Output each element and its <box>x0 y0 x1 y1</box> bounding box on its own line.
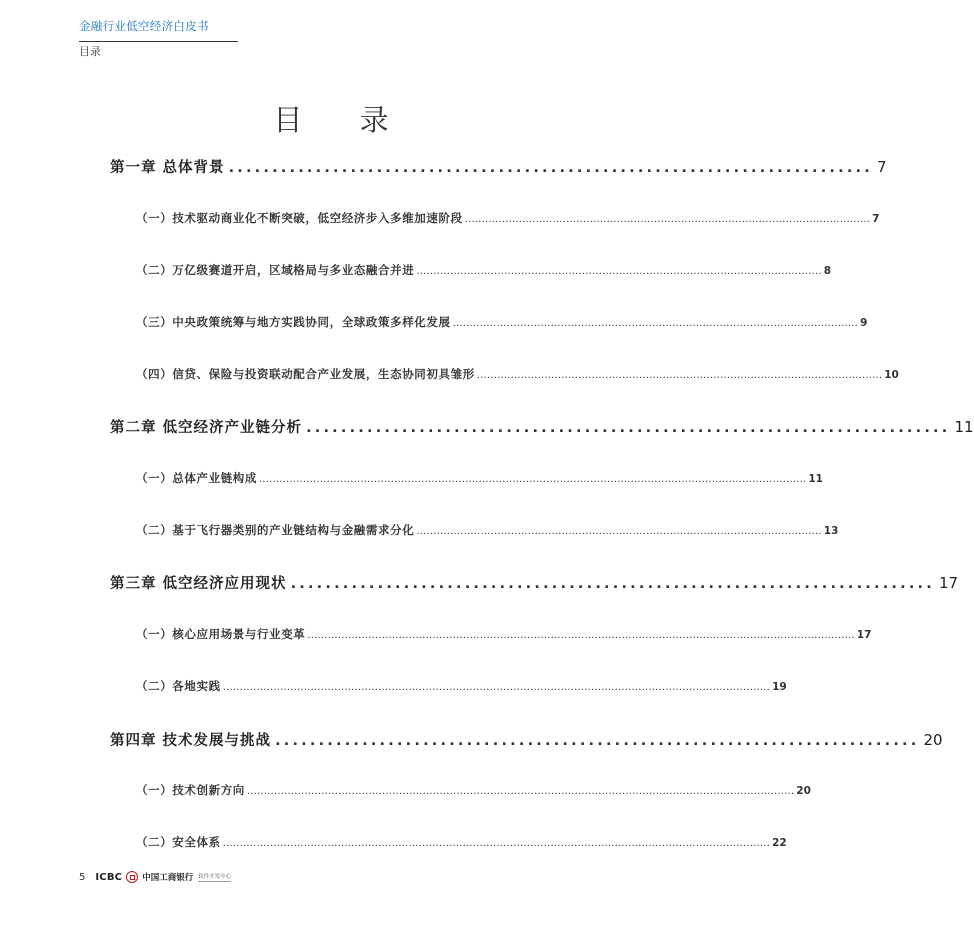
toc-entry-label: （二）万亿级赛道开启，区域格局与多业态融合并进 <box>136 263 415 277</box>
toc-section-4-1[interactable] <box>136 782 811 798</box>
toc-leader-dots: ........................................................................................................................ <box>452 318 859 329</box>
toc-section-3-1[interactable] <box>136 626 872 642</box>
toc-heading: 目 录 <box>273 103 413 137</box>
toc-leader-dots: .................................................................................................................................................................. <box>307 630 855 641</box>
toc-chapter-1[interactable] <box>110 156 887 177</box>
toc-page-number: 7 <box>876 158 887 176</box>
toc-leader-dots: ........................................................................................................................ <box>416 266 822 277</box>
icbc-logo-icon <box>126 871 138 883</box>
toc-page-number: 9 <box>860 317 868 329</box>
toc-section-3-2[interactable] <box>136 678 787 694</box>
section-name: 目录 <box>79 45 101 58</box>
toc-leader-dots: .......................................................................... <box>290 576 935 592</box>
toc-section-1-3[interactable] <box>136 314 868 330</box>
page-number: 5 <box>79 871 86 883</box>
toc-leader-dots: ........................................................................................................................ <box>416 526 822 537</box>
toc-entry-label: （一）核心应用场景与行业变革 <box>136 627 306 641</box>
toc-page-number: 17 <box>938 574 959 592</box>
toc-entry-label: （三）中央政策统筹与地方实践协同，全球政策多样化发展 <box>136 315 451 329</box>
toc-entry-label: （二）各地实践 <box>136 679 221 693</box>
brand-wordmark: ICBC <box>95 871 123 883</box>
toc-section-2-2[interactable] <box>136 522 839 538</box>
toc-section-4-2[interactable] <box>136 834 787 850</box>
toc-entry-label: 第一章 总体背景 <box>110 160 225 176</box>
toc-entry-label: （一）技术创新方向 <box>136 783 245 797</box>
toc-leader-dots: .................................................................................................................................................................. <box>222 682 771 693</box>
toc-leader-dots: .................................................................................................................................................................. <box>246 786 795 797</box>
toc-chapter-2[interactable] <box>110 416 974 437</box>
toc-section-2-1[interactable] <box>136 470 823 486</box>
toc-page-number: 11 <box>954 418 974 436</box>
header-divider <box>79 41 238 42</box>
toc-entry-label: 第三章 低空经济应用现状 <box>110 576 287 592</box>
toc-chapter-3[interactable] <box>110 572 959 593</box>
toc-page-number: 13 <box>823 525 839 537</box>
toc-page-number: 20 <box>923 731 943 749</box>
toc-chapter-4[interactable] <box>110 729 943 750</box>
toc-entry-label: （二）安全体系 <box>136 835 221 849</box>
toc-leader-dots: .......................................................................... <box>228 160 873 176</box>
toc-page-number: 10 <box>884 369 899 381</box>
toc-leader-dots: .................................................................................................................................................................. <box>259 474 807 485</box>
toc-page-number: 7 <box>872 213 880 225</box>
toc-section-1-1[interactable] <box>136 210 880 226</box>
toc-page-number: 20 <box>796 785 811 797</box>
toc-page-number: 11 <box>808 473 823 485</box>
toc-page-number: 22 <box>772 837 787 849</box>
toc-section-1-4[interactable] <box>136 366 899 382</box>
toc-entry-label: （二）基于飞行器类别的产业链结构与金融需求分化 <box>136 523 415 537</box>
toc-section-1-2[interactable] <box>136 262 832 278</box>
toc-leader-dots: ........................................................................................................................ <box>464 214 871 225</box>
toc-entry-label: （一）总体产业链构成 <box>136 471 257 485</box>
toc-page-number: 19 <box>772 681 787 693</box>
toc-entry-label: 第四章 技术发展与挑战 <box>110 733 272 749</box>
toc-leader-dots: .......................................................................... <box>275 733 920 749</box>
document-title: 金融行业低空经济白皮书 <box>79 19 209 33</box>
department-name: 软件开发中心 <box>198 874 232 880</box>
toc-page-number: 8 <box>823 265 832 277</box>
toc-page-number: 17 <box>856 629 872 641</box>
toc-entry-label: 第二章 低空经济产业链分析 <box>110 420 303 436</box>
toc-entry-label: （四）信贷、保险与投资联动配合产业发展，生态协同初具雏形 <box>136 367 475 381</box>
bank-name: 中国工商银行 <box>142 873 194 883</box>
page-footer <box>79 868 231 886</box>
toc-leader-dots: .................................................................................................................................................................. <box>222 838 771 849</box>
toc-entry-label: （一）技术驱动商业化不断突破，低空经济步入多维加速阶段 <box>136 211 463 225</box>
running-header <box>79 18 209 34</box>
toc-leader-dots: ........................................................................................................................ <box>476 370 883 381</box>
toc-leader-dots: .......................................................................... <box>306 420 951 436</box>
